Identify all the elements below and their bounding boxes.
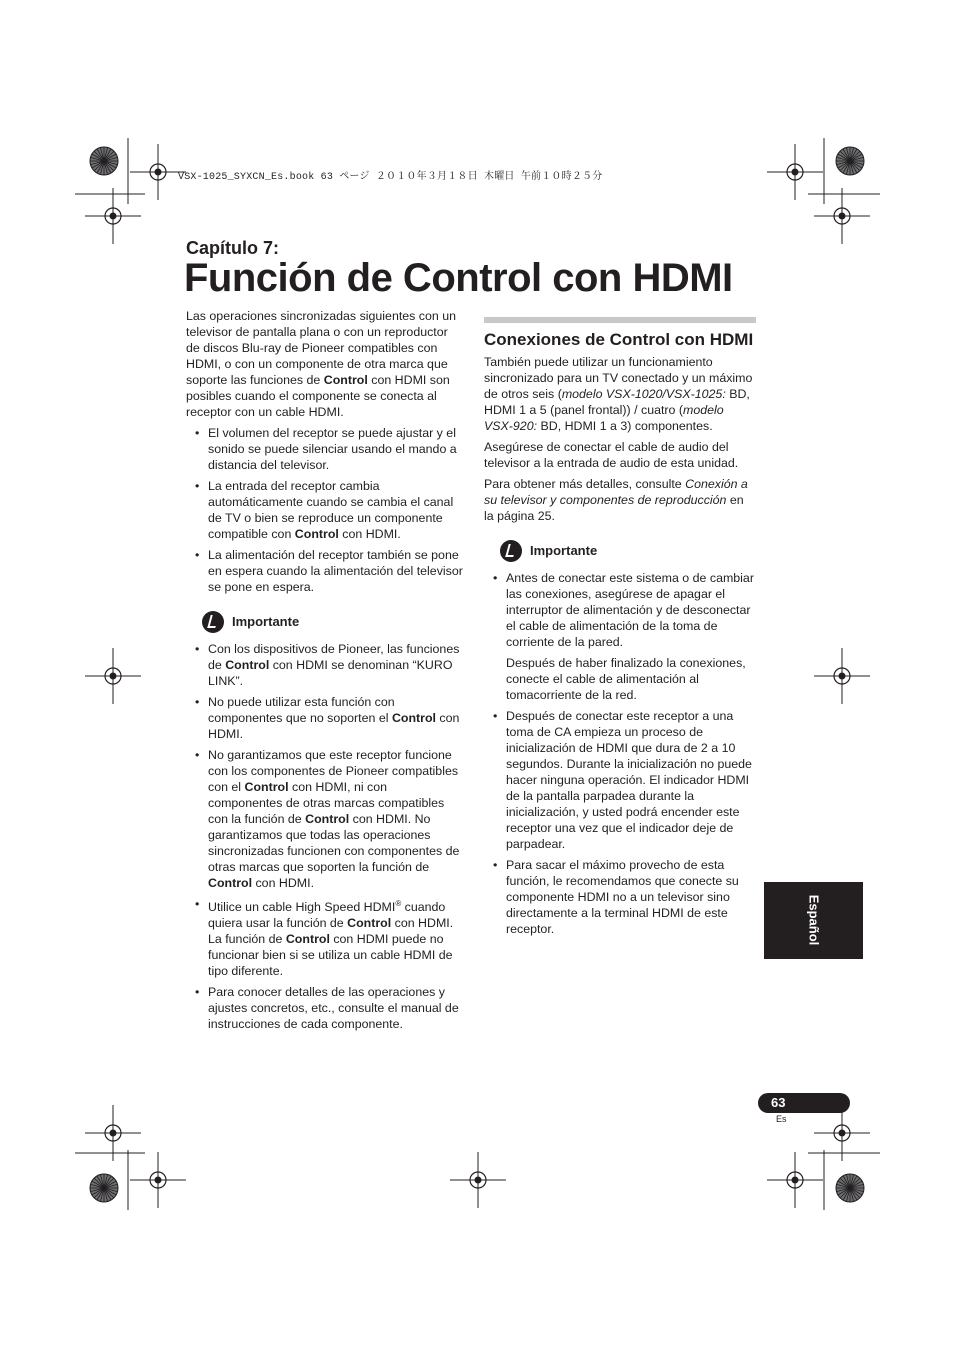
section-paragraph bbox=[484, 354, 756, 434]
important-heading bbox=[500, 540, 756, 562]
text-run: Después de haber finalizado la conexiones, conecte el cable de alimentación al tomacorriente de la red. bbox=[506, 656, 746, 702]
crosshair-dot bbox=[839, 213, 846, 220]
text-run: Control bbox=[244, 780, 289, 794]
text-run: Con los dispositivos de Pioneer, las funciones de bbox=[208, 642, 460, 672]
crosshair-dot bbox=[110, 673, 117, 680]
text-run: con HDMI son posibles cuando el componente se conecta al receptor con un cable HDMI. bbox=[186, 373, 450, 419]
list-item bbox=[186, 425, 464, 473]
list-item bbox=[186, 747, 464, 891]
page-language-code: Es bbox=[776, 1114, 787, 1124]
text-run: BD, HDMI 1 a 5 (panel frontal)) / cuatro ( bbox=[484, 387, 750, 417]
text-run: Para sacar el máximo provecho de esta función, le recomendamos que conecte su componente HDMI no a un televisor sino directamente a la terminal HDMI de este receptor. bbox=[506, 858, 739, 936]
crosshair-dot bbox=[475, 1177, 482, 1184]
section-paragraph bbox=[484, 439, 756, 471]
text-run: Para conocer detalles de las operaciones y ajustes concretos, etc., consulte el manual de instrucciones de cada componente. bbox=[208, 985, 459, 1032]
text-run: Antes de conectar este sistema o de cambiar las conexiones, asegúrese de apagar el interruptor de alimentación y de desconectar el cable de alimentación de la toma de corriente de la pared. bbox=[506, 571, 754, 649]
important-list bbox=[484, 570, 756, 937]
crosshair-dot bbox=[792, 1177, 799, 1184]
text-run: Después de conectar este receptor a una toma de CA empieza un proceso de inicialización de HDMI que dura de 2 a 10 segundos. Durante la inicialización no puede hacer ninguna operación. El indicador HDMI de la pantalla parpadea durante la inicialización, y usted podrá encender este receptor una vez que el indicador deje de parpadear. bbox=[506, 709, 752, 851]
text-run: Las operaciones sincronizadas siguientes con un televisor de pantalla plana o con un reproductor de discos Blu-ray de Pioneer compatibles con HDMI, o con un componente de otra marca que soporte las funciones de bbox=[186, 309, 457, 387]
section-paragraphs bbox=[484, 354, 756, 524]
crosshair-dot bbox=[155, 1177, 162, 1184]
text-run: Control bbox=[225, 658, 270, 672]
text-run: BD, HDMI 1 a 3) componentes. bbox=[537, 419, 713, 433]
crosshair-dot bbox=[110, 213, 117, 220]
list-item bbox=[186, 896, 464, 979]
page-number: 63 bbox=[771, 1095, 786, 1110]
text-run: Control bbox=[347, 916, 392, 931]
text-run: Asegúrese de conectar el cable de audio del televisor a la entrada de audio de esta unidad. bbox=[484, 440, 739, 470]
intro-paragraph bbox=[186, 308, 464, 420]
important-icon bbox=[202, 611, 224, 633]
list-item bbox=[484, 708, 756, 852]
left-column bbox=[186, 308, 464, 1038]
list-item bbox=[186, 984, 464, 1032]
text-run: Conexión a su televisor y componentes de reproducción bbox=[484, 477, 748, 507]
text-run: con HDMI. bbox=[338, 527, 401, 541]
feature-list bbox=[186, 425, 464, 595]
important-list bbox=[186, 641, 464, 1032]
text-run: con HDMI se denominan “KURO LINK”. bbox=[208, 658, 453, 688]
section-title: Conexiones de Control con HDMI bbox=[484, 330, 754, 349]
text-run: La entrada del receptor cambia automáticamente cuando se cambia el canal de TV o bien se reproduce un componente compatible con bbox=[208, 479, 454, 541]
crosshair-dot bbox=[792, 169, 799, 176]
text-run: No puede utilizar esta función con componentes que no soporten el bbox=[208, 695, 395, 725]
text-run: con HDMI puede no funcionar bien si se utiliza un cable HDMI de tipo diferente. bbox=[208, 932, 453, 979]
text-run: Control bbox=[285, 932, 330, 947]
language-tab bbox=[764, 882, 863, 959]
text-run: con HDMI. bbox=[208, 711, 460, 741]
text-run: con HDMI. bbox=[252, 876, 315, 890]
crosshair-dot bbox=[110, 1130, 117, 1137]
text-run: en la página 25. bbox=[484, 493, 744, 523]
right-column bbox=[484, 317, 756, 943]
list-item bbox=[186, 478, 464, 542]
text-run: ® bbox=[395, 899, 402, 908]
crosshair-dot bbox=[839, 673, 846, 680]
text-run: Control bbox=[323, 373, 368, 387]
text-run: La alimentación del receptor también se pone en espera cuando la alimentación del televisor se pone en espera. bbox=[208, 548, 463, 594]
text-run: También puede utilizar un funcionamiento sincronizado para un TV conectado y un máximo de otros seis ( bbox=[484, 355, 753, 401]
crosshair-dot bbox=[839, 1130, 846, 1137]
crosshair-dot bbox=[155, 169, 162, 176]
text-run: No garantizamos que este receptor funcione con los componentes de Pioneer compatibles con el bbox=[208, 748, 459, 794]
text-run: con HDMI, ni con componentes de otras marcas compatibles con la función de bbox=[208, 780, 445, 826]
text-run: modelo VSX-1020/VSX-1025: bbox=[561, 387, 726, 401]
language-tab-label: Español bbox=[806, 894, 822, 946]
important-heading bbox=[202, 611, 464, 633]
list-item bbox=[484, 857, 756, 937]
section-paragraph bbox=[484, 476, 756, 524]
important-icon bbox=[500, 540, 522, 562]
list-item bbox=[186, 694, 464, 742]
page-number-badge bbox=[758, 1093, 850, 1113]
text-run: Control bbox=[391, 711, 436, 725]
section-divider bbox=[484, 317, 756, 323]
file-header-line: VSX-1025_SYXCN_Es.book 63 ページ ２０１０年３月１８日 木曜日 午前１０時２５分 bbox=[178, 172, 603, 183]
list-item-note bbox=[506, 655, 756, 703]
text-run: Control bbox=[208, 876, 253, 890]
text-run: Control bbox=[305, 812, 350, 826]
text-run: Control bbox=[294, 527, 339, 541]
important-label: Importante bbox=[530, 543, 598, 558]
list-item bbox=[186, 641, 464, 689]
text-run: con HDMI. La función de bbox=[208, 916, 454, 947]
page-title: Función de Control con HDMI bbox=[184, 256, 733, 300]
text-run: con HDMI. No garantizamos que todas las operaciones sincronizadas funcionen con componentes de otras marcas que soporten la función de bbox=[208, 812, 460, 874]
text-run: cuando quiera usar la función de bbox=[208, 900, 446, 931]
list-item bbox=[186, 547, 464, 595]
chapter-label: Capítulo 7: bbox=[186, 238, 279, 258]
text-run: El volumen del receptor se puede ajustar y el sonido se puede silenciar usando el mando a distancia del televisor. bbox=[208, 426, 457, 472]
text-run: Utilice un cable High Speed HDMI bbox=[208, 900, 396, 915]
text-run: Para obtener más detalles, consulte bbox=[484, 477, 686, 491]
important-label: Importante bbox=[232, 614, 300, 629]
list-item bbox=[484, 570, 756, 703]
text-run: modelo VSX-920: bbox=[484, 403, 724, 433]
